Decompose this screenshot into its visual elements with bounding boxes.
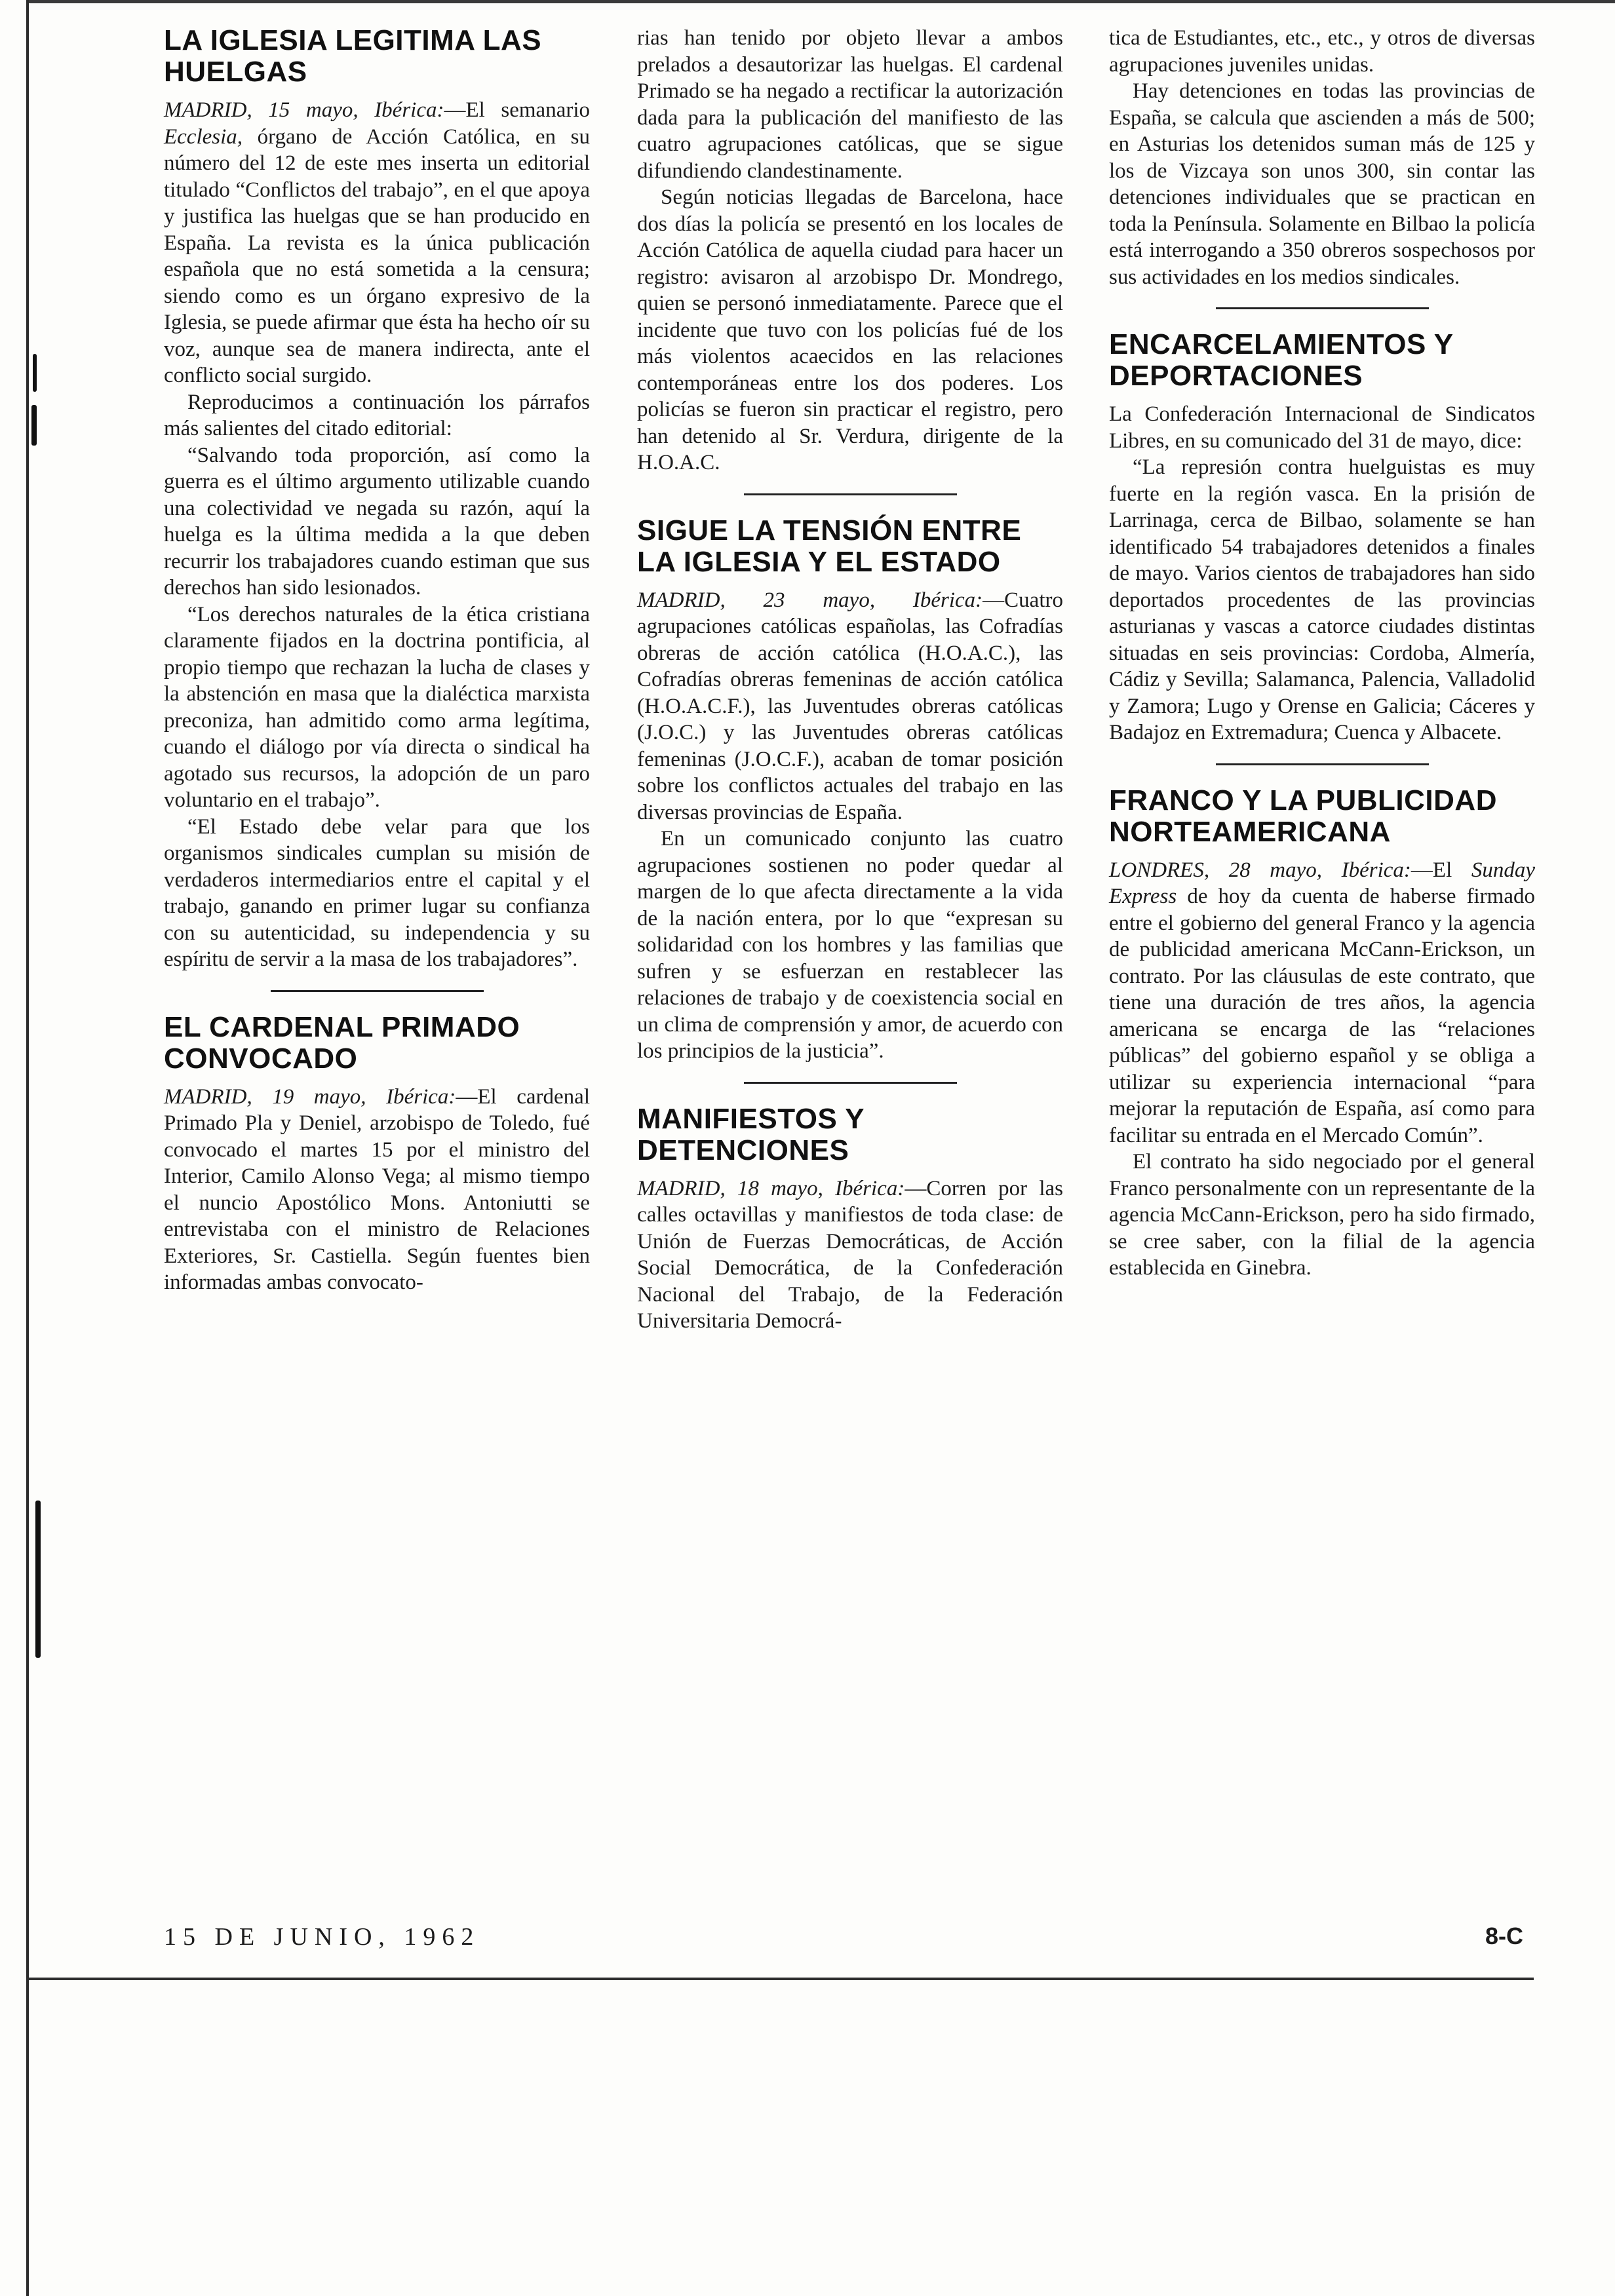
column-2 [637, 25, 1063, 1335]
paragraph: Según noticias llegadas de Barcelona, hace dos días la policía se presentó en los locales de Acción Católica de aquella ciudad para hacer un registro: avisaron al arzobispo Dr. Mondrego, quien se personó inmediatamente. Parece que el incidente que tuvo con los policías fué de los más violentos acaecidos en las relaciones contemporáneas entre los dos poderes. Los policías se fueron sin practicar el registro, pero han detenido al Sr. Verdura, dirigente de la H.O.A.C. [637, 185, 1063, 474]
paragraph: MADRID, 19 mayo, Ibérica:—El cardenal Primado Pla y Deniel, arzobispo de Toledo, fué convocado el martes 15 por el ministro del Interior, Camilo Alonso Vega; al mismo tiempo el nuncio Apostólico Mons. Antoniutti se entrevistaba con el ministro de Relaciones Exteriores, Sr. Castiella. Según fuentes bien informadas ambas convocato- [164, 1084, 590, 1294]
page-number: 8-C [1485, 1923, 1524, 1949]
quote-paragraph: “El Estado debe velar para que los organismos sindicales cumplan su misión de verdaderos intermediarios entre el capital y el trabajo, ganando en primer lugar su confianza con su autenticidad, su independencia y su espíritu de servir a la masa de los trabajadores”. [164, 814, 590, 971]
paragraph: MADRID, 18 mayo, Ibérica:—Corren por las calles octavillas y manifiestos de toda clase: de Unión de Fuerzas Democráticas, de Acción Social Democrática, de la Confederación Nacional del Trabajo, de la Federación Universitaria Democrá- [637, 1176, 1063, 1333]
headline-cardenal-primado: EL CARDENAL PRIMADO CONVOCADO [164, 1010, 520, 1075]
headline-encarcelamientos: ENCARCELAMIENTOS Y DEPORTACIONES [1109, 328, 1453, 392]
article-cardenal-primado [164, 1012, 590, 1296]
section-divider [1216, 763, 1429, 765]
headline-iglesia-legitima: LA IGLESIA LEGITIMA LAS HUELGAS [164, 24, 542, 88]
column-1 [164, 25, 590, 1296]
dateline: MADRID, 18 mayo, Ibérica: [637, 1176, 905, 1200]
article-franco-publicidad [1109, 785, 1535, 1282]
article-manifiestos-continued [1109, 25, 1535, 290]
column-3 [1109, 25, 1535, 1282]
quote-paragraph: “La represión contra huelguistas es muy fuerte en la región vasca. En la prisión de Larrinaga, cerca de Bilbao, solamente se han identificado 54 trabajadores detenidos a finales de mayo. Varios cientos de trabajadores han sido deportados procedentes de las provincias asturianas y vascas a catorce ciudades distintas situadas en seis provincias: Cordoba, Almería, Cádiz y Sevilla; Salamanca, Palencia, Valladolid y Zamora; Lugo y Orense en Galicia; Cáceres y Badajoz en Extremadura; Cuenca y Albacete. [1109, 455, 1535, 744]
paragraph: Reproducimos a continuación los párrafos más salientes del citado editorial: [164, 390, 590, 440]
margin-mark-3 [35, 1501, 41, 1658]
margin-mark-2 [31, 405, 37, 446]
paragraph: En un comunicado conjunto las cuatro agrupaciones sostienen no poder quedar al margen de lo que afecta directamente a la vida de la nación entera, por lo que “expresan su solidaridad con los hombres y las familias que sufren y se esfuerzan en restablecer las relaciones de trabajo y de coexistencia social en un clima de comprensión y amor, de acuerdo con los principios de la justicia”. [637, 827, 1063, 1063]
headline-manifiestos-detenciones: MANIFIESTOS Y DETENCIONES [637, 1102, 865, 1166]
article-tension-iglesia-estado [637, 515, 1063, 1065]
scan-edge-top [26, 0, 1615, 3]
paragraph: El contrato ha sido negociado por el general Franco personalmente con un representante de la agencia McCann-Erickson, pero ha sido firmado, se cree saber, con la filial de la agencia establecida en Ginebra. [1109, 1150, 1535, 1280]
article-manifiestos-detenciones [637, 1103, 1063, 1335]
footer-date: 15 DE JUNIO, 1962 [164, 1923, 480, 1951]
headline-tension-iglesia-estado: SIGUE LA TENSIÓN ENTRE LA IGLESIA Y EL ESTADO [637, 514, 1022, 578]
section-divider [271, 990, 484, 992]
paragraph: LONDRES, 28 mayo, Ibérica:—El Sunday Express de hoy da cuenta de haberse firmado entre el gobierno del general Franco y la agencia de publicidad americana McCann-Erickson, un contrato. Por las cláusulas de este contrato, que tiene una duración de tres años, la agencia americana se encarga de las “relaciones públicas” del gobierno español y se obliga a utilizar su experiencia internacional “para mejorar la reputación de España, así como para facilitar su entrada en el Mercado Común”. [1109, 858, 1536, 1147]
dateline: LONDRES, 28 mayo, Ibérica: [1109, 858, 1411, 882]
publication-name: Sunday Express [1109, 858, 1536, 908]
section-divider [744, 1082, 957, 1084]
quote-paragraph: “Los derechos naturales de la ética cristiana claramente fijados en la doctrina pontificia, al propio tiempo que rechazan la lucha de clases y la abstención en masa que la dialéctica marxista preconiza, han admitido como arma legítima, cuando el diálogo por vía directa o sindical ha agotado sus recursos, la adopción de un paro voluntario en el trabajo”. [164, 602, 590, 812]
paragraph: La Confederación Internacional de Sindicatos Libres, en su comunicado del 31 de mayo, dice: [1109, 402, 1535, 453]
paragraph: tica de Estudiantes, etc., etc., y otros de diversas agrupaciones juveniles unidas. [1109, 26, 1535, 77]
dateline: MADRID, 23 mayo, Ibérica: [637, 588, 983, 612]
paragraph: rias han tenido por objeto llevar a ambos prelados a desautorizar las huelgas. El cardenal Primado se ha negado a rectificar la autorización dada para la publicación del manifiesto de las cuatro agrupaciones católicas, que se sigue difundiendo clandestinamente. [637, 26, 1063, 183]
paragraph: MADRID, 15 mayo, Ibérica:—El semanario Ecclesia, órgano de Acción Católica, en su número del 12 de este mes inserta un editorial titulado “Conflictos del trabajo”, en el que apoya y justifica las huelgas que se han producido en España. La revista es la única publicación española que no está sometida a la censura; siendo como es un órgano expresivo de la Iglesia, se puede afirmar que ésta ha hecho oír su voz, aunque sea de manera indirecta, ante el conflicto social surgido. [164, 98, 591, 387]
margin-mark-1 [33, 354, 37, 392]
article-encarcelamientos [1109, 329, 1535, 746]
article-cardenal-primado-continued [637, 25, 1063, 476]
headline-franco-publicidad: FRANCO Y LA PUBLICIDAD NORTEAMERICANA [1109, 784, 1497, 848]
quote-paragraph: “Salvando toda proporción, así como la guerra es el último argumento utilizable cuando una colectividad ve negada su razón, aquí la huelga es la última medida a la que deben recurrir los trabajadores cuando estiman que sus derechos han sido lesionados. [164, 443, 590, 600]
dateline: MADRID, 15 mayo, Ibérica: [164, 98, 444, 122]
dateline: MADRID, 19 mayo, Ibérica: [164, 1084, 456, 1109]
scan-edge-left [26, 0, 29, 2296]
section-divider [1216, 307, 1429, 309]
scan-bottom-rule [26, 1978, 1534, 1980]
section-divider [744, 493, 957, 495]
paragraph: MADRID, 23 mayo, Ibérica:—Cuatro agrupaciones católicas españolas, las Cofradías obreras de acción católica (H.O.A.C.), las Cofradías obreras femeninas de acción católica (H.O.A.C.F.), las Juventudes obreras católicas (J.O.C.) y las Juventudes obreras católicas femeninas (J.O.C.F.), acaban de tomar posición sobre los conflictos actuales del trabajo en las diversas provincias de España. [637, 588, 1063, 824]
publication-name: Ecclesia, [164, 124, 243, 149]
paragraph: Hay detenciones en todas las provincias de España, se calcula que ascienden a más de 500; en Asturias los detenidos suman más de 125 y los de Vizcaya son unos 300, sin contar las detenciones individuales que se practican en toda la Península. Solamente en Bilbao la policía está interrogando a 350 obreros sospechosos por sus actividades en los medios sindicales. [1109, 79, 1535, 289]
article-iglesia-legitima [164, 25, 590, 973]
